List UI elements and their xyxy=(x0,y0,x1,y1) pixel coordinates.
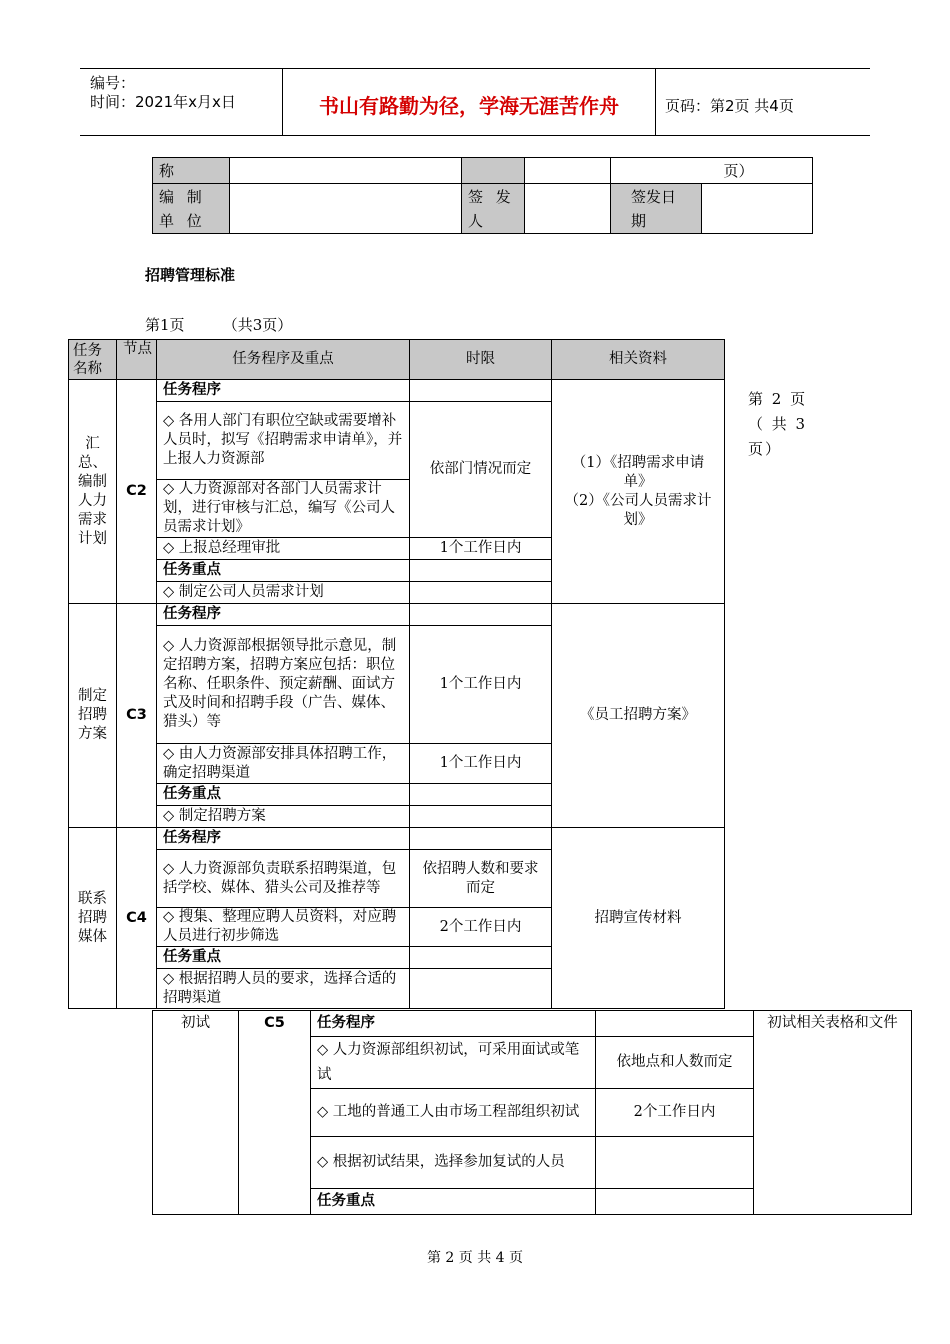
focus-label: 任务重点 xyxy=(157,784,410,806)
header-divider xyxy=(655,68,656,135)
time-cell xyxy=(410,604,552,626)
header-motto: 书山有路勤为径，学海无涯苦作舟 xyxy=(319,94,619,118)
recruitment-table xyxy=(68,339,725,1009)
focus-label: 任务重点 xyxy=(311,1189,596,1215)
meta-table xyxy=(152,157,813,234)
section-code: C3 xyxy=(117,604,157,828)
section-code: C4 xyxy=(117,828,157,1009)
procedure-step: ◇ 人力资源部根据领导批示意见，制定招聘方案，招聘方案应包括：职位名称、任职条件、预定薪酬、面试方式及时间和招聘手段（广告、媒体、猎头）等 xyxy=(157,626,410,744)
procedure-step: ◇ 由人力资源部安排具体招聘工作，确定招聘渠道 xyxy=(157,744,410,784)
procedure-label: 任务程序 xyxy=(157,380,410,402)
time-cell xyxy=(410,806,552,828)
section-code: C5 xyxy=(239,1011,311,1215)
time-cell: 依地点和人数而定 xyxy=(596,1037,754,1089)
procedure-label: 任务程序 xyxy=(157,604,410,626)
focus-item: ◇ 根据招聘人员的要求，选择合适的招聘渠道 xyxy=(157,969,410,1009)
focus-label: 任务重点 xyxy=(157,947,410,969)
meta-org-value xyxy=(230,184,462,234)
meta-cell: 称 xyxy=(153,158,230,184)
procedure-label: 任务程序 xyxy=(311,1011,596,1037)
section-name: 初试 xyxy=(153,1011,239,1215)
meta-cell: 页） xyxy=(611,158,813,184)
time-cell xyxy=(596,1137,754,1189)
header-number-label: 编号： xyxy=(90,74,136,92)
time-cell: 1个工作日内 xyxy=(410,626,552,744)
doc-title: 招聘管理标准 xyxy=(145,266,236,284)
section-references: 《员工招聘方案》 xyxy=(552,604,725,828)
section-references: 初试相关表格和文件 xyxy=(754,1011,912,1215)
time-cell xyxy=(596,1011,754,1037)
time-cell: 依部门情况而定 xyxy=(410,402,552,538)
procedure-step: ◇ 人力资源部组织初试，可采用面试或笔试 xyxy=(311,1037,596,1089)
header-references: 相关资料 xyxy=(552,340,725,380)
time-cell: 2个工作日内 xyxy=(410,908,552,947)
focus-item: ◇ 制定招聘方案 xyxy=(157,806,410,828)
header-node: 节点 xyxy=(117,340,157,380)
header-task-name: 任务名称 xyxy=(69,340,117,380)
focus-label: 任务重点 xyxy=(157,560,410,582)
time-cell xyxy=(410,969,552,1009)
procedure-step: ◇ 搜集、整理应聘人员资料，对应聘人员进行初步筛选 xyxy=(157,908,410,947)
section-name: 制定招聘方案 xyxy=(69,604,117,828)
c5-table xyxy=(152,1010,912,1215)
section-name: 汇总、编制人力需求计划 xyxy=(69,380,117,604)
header-bottom-rule xyxy=(80,135,870,136)
side-page-note: 第 2 页 （ 共 3 页） xyxy=(748,390,808,458)
procedure-step: ◇ 各用人部门有职位空缺或需要增补人员时，拟写《招聘需求申请单》，并上报人力资源部 xyxy=(157,402,410,480)
procedure-step: ◇ 工地的普通工人由市场工程部组织初试 xyxy=(311,1089,596,1137)
time-cell: 1个工作日内 xyxy=(410,538,552,560)
procedure-step: ◇ 人力资源部对各部门人员需求计划，进行审核与汇总，编写《公司人员需求计划》 xyxy=(157,480,410,538)
meta-cell xyxy=(230,158,462,184)
meta-date-label: 签发日 期 xyxy=(611,184,702,234)
time-cell xyxy=(596,1189,754,1215)
section-name: 联系招聘媒体 xyxy=(69,828,117,1009)
section-code: C2 xyxy=(117,380,157,604)
header-top-rule xyxy=(80,68,870,69)
meta-org-label: 编 制 单 位 xyxy=(153,184,230,234)
procedure-step: ◇ 根据初试结果，选择参加复试的人员 xyxy=(311,1137,596,1189)
time-cell xyxy=(410,828,552,850)
time-cell: 依招聘人数和要求而定 xyxy=(410,850,552,908)
header-date-label: 时间：2021年x月x日 xyxy=(90,93,236,111)
procedure-step: ◇ 人力资源部负责联系招聘渠道，包括学校、媒体、猎头公司及推荐等 xyxy=(157,850,410,908)
time-cell xyxy=(410,582,552,604)
procedure-label: 任务程序 xyxy=(157,828,410,850)
page-note: 第1页 （共3页） xyxy=(145,316,293,334)
meta-date-value xyxy=(702,184,813,234)
header-time-limit: 时限 xyxy=(410,340,552,380)
meta-issuer-label: 签 发 人 xyxy=(462,184,525,234)
time-cell xyxy=(410,380,552,402)
page-footer: 第 2 页 共 4 页 xyxy=(426,1250,524,1266)
time-cell: 1个工作日内 xyxy=(410,744,552,784)
meta-cell xyxy=(462,158,525,184)
section-references: 招聘宣传材料 xyxy=(552,828,725,1009)
time-cell xyxy=(410,560,552,582)
focus-item: ◇ 制定公司人员需求计划 xyxy=(157,582,410,604)
procedure-step: ◇ 上报总经理审批 xyxy=(157,538,410,560)
header-page-label: 页码：第2页 共4页 xyxy=(665,97,794,115)
section-references: （1）《招聘需求申请单》 （2）《公司人员需求计划》 xyxy=(552,380,725,604)
meta-cell xyxy=(525,158,611,184)
meta-issuer-value xyxy=(525,184,611,234)
header-procedure: 任务程序及重点 xyxy=(157,340,410,380)
time-cell xyxy=(410,784,552,806)
time-cell xyxy=(410,947,552,969)
time-cell: 2个工作日内 xyxy=(596,1089,754,1137)
